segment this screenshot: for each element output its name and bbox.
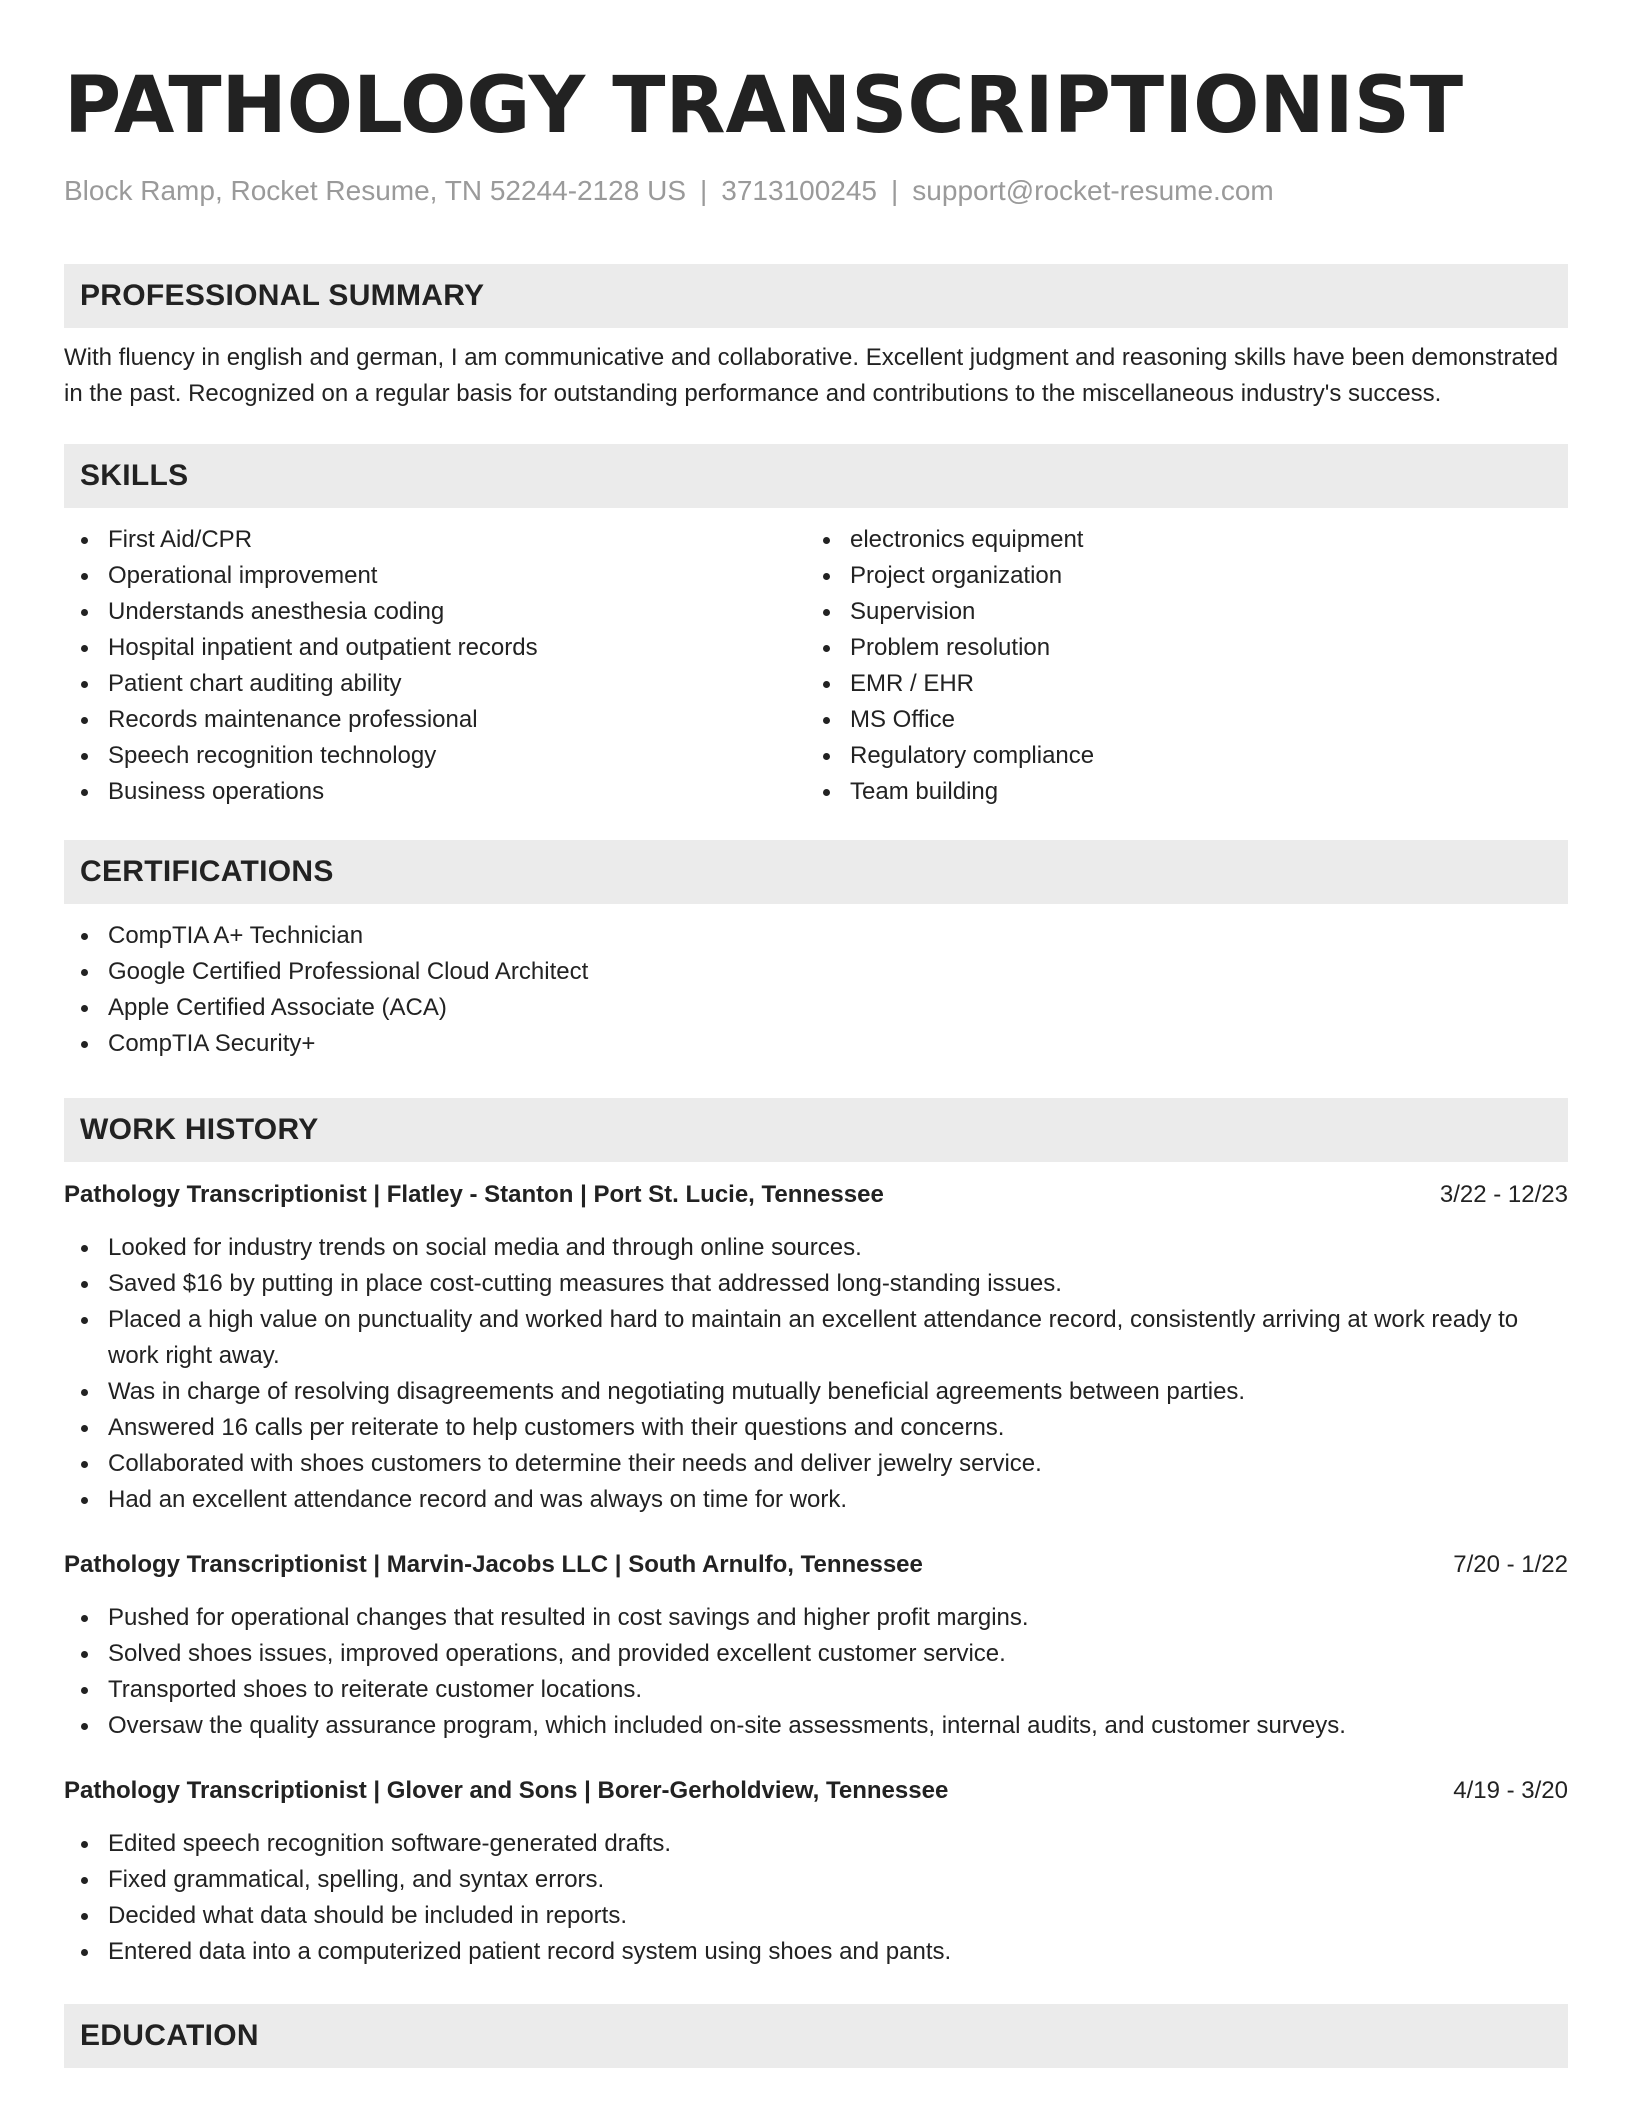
skills-grid [64,522,1568,810]
skill-item: Records maintenance professional [64,702,806,738]
contact-separator: | [891,175,899,206]
job-bullets [64,1826,1568,1970]
job-bullets [64,1230,1568,1518]
certification-item: CompTIA Security+ [64,1026,1568,1062]
section-title: SKILLS [80,459,189,492]
skill-item: electronics equipment [806,522,1548,558]
contact-email: support@rocket-resume.com [912,175,1274,206]
skill-item: Business operations [64,774,806,810]
contact-address: Block Ramp, Rocket Resume, TN 52244-2128 US [64,175,686,206]
skills-left-list [64,522,806,810]
job-bullet: Placed a high value on punctuality and worked hard to maintain an excellent attendance record, consistently arriving at work ready to work right away. [64,1302,1568,1374]
section-header-certifications [64,840,1568,904]
job-bullet: Oversaw the quality assurance program, which included on-site assessments, internal audits, and customer surveys. [64,1708,1568,1744]
job-bullet: Transported shoes to reiterate customer locations. [64,1672,1568,1708]
skills-right-list [806,522,1548,810]
job-bullet: Fixed grammatical, spelling, and syntax errors. [64,1862,1568,1898]
skill-item: First Aid/CPR [64,522,806,558]
certifications-list [64,918,1568,1062]
job-bullet: Answered 16 calls per reiterate to help customers with their questions and concerns. [64,1410,1568,1446]
resume-page [64,0,1568,2068]
skill-item: Understands anesthesia coding [64,594,806,630]
skill-item: Hospital inpatient and outpatient records [64,630,806,666]
section-header-education [64,2004,1568,2068]
skill-item: Operational improvement [64,558,806,594]
section-title: EDUCATION [80,2019,259,2052]
skill-item: EMR / EHR [806,666,1548,702]
contact-separator: | [700,175,708,206]
skill-item: Problem resolution [806,630,1548,666]
job-bullet: Entered data into a computerized patient record system using shoes and pants. [64,1934,1568,1970]
skill-item: Team building [806,774,1548,810]
job-entry [64,1774,1568,1970]
job-entry [64,1548,1568,1744]
job-bullet: Edited speech recognition software-generated drafts. [64,1826,1568,1862]
job-bullet: Collaborated with shoes customers to determine their needs and deliver jewelry service. [64,1446,1568,1482]
job-header [64,1548,1568,1582]
job-title: Pathology Transcriptionist | Glover and Sons | Borer-Gerholdview, Tennessee [64,1777,949,1804]
skill-item: MS Office [806,702,1548,738]
job-header [64,1178,1568,1212]
job-title: Pathology Transcriptionist | Marvin-Jacobs LLC | South Arnulfo, Tennessee [64,1551,923,1578]
job-bullet: Decided what data should be included in reports. [64,1898,1568,1934]
job-bullet: Looked for industry trends on social media and through online sources. [64,1230,1568,1266]
job-dates: 7/20 - 1/22 [1453,1551,1568,1578]
section-title: CERTIFICATIONS [80,855,334,888]
section-title: PROFESSIONAL SUMMARY [80,279,485,312]
skill-item: Regulatory compliance [806,738,1548,774]
job-bullet: Had an excellent attendance record and was always on time for work. [64,1482,1568,1518]
job-bullet: Was in charge of resolving disagreements and negotiating mutually beneficial agreements between parties. [64,1374,1568,1410]
job-bullets [64,1600,1568,1744]
certification-item: CompTIA A+ Technician [64,918,1568,954]
section-title: WORK HISTORY [80,1113,319,1146]
section-header-skills [64,444,1568,508]
skill-item: Supervision [806,594,1548,630]
contact-phone: 3713100245 [721,175,878,206]
section-header-summary [64,264,1568,328]
summary-text: With fluency in english and german, I am communicative and collaborative. Excellent judgment and reasoning skills have been demonstrated in the past. Recognized on a regular basis for outstanding performance and contributions to the miscellaneous industry's success. [64,344,1559,407]
section-header-work-history [64,1098,1568,1162]
skill-item: Patient chart auditing ability [64,666,806,702]
job-bullet: Pushed for operational changes that resulted in cost savings and higher profit margins. [64,1600,1568,1636]
skill-item: Project organization [806,558,1548,594]
certification-item: Google Certified Professional Cloud Architect [64,954,1568,990]
contact-line [64,174,1568,208]
resume-name: PATHOLOGY TRANSCRIPTIONIST [64,61,1464,151]
skill-item: Speech recognition technology [64,738,806,774]
job-bullet: Solved shoes issues, improved operations, and provided excellent customer service. [64,1636,1568,1672]
job-bullet: Saved $16 by putting in place cost-cutting measures that addressed long-standing issues. [64,1266,1568,1302]
job-dates: 4/19 - 3/20 [1453,1777,1568,1804]
job-dates: 3/22 - 12/23 [1439,1181,1568,1208]
job-header [64,1774,1568,1808]
job-title: Pathology Transcriptionist | Flatley - Stanton | Port St. Lucie, Tennessee [64,1181,884,1208]
certification-item: Apple Certified Associate (ACA) [64,990,1568,1026]
job-entry [64,1178,1568,1518]
